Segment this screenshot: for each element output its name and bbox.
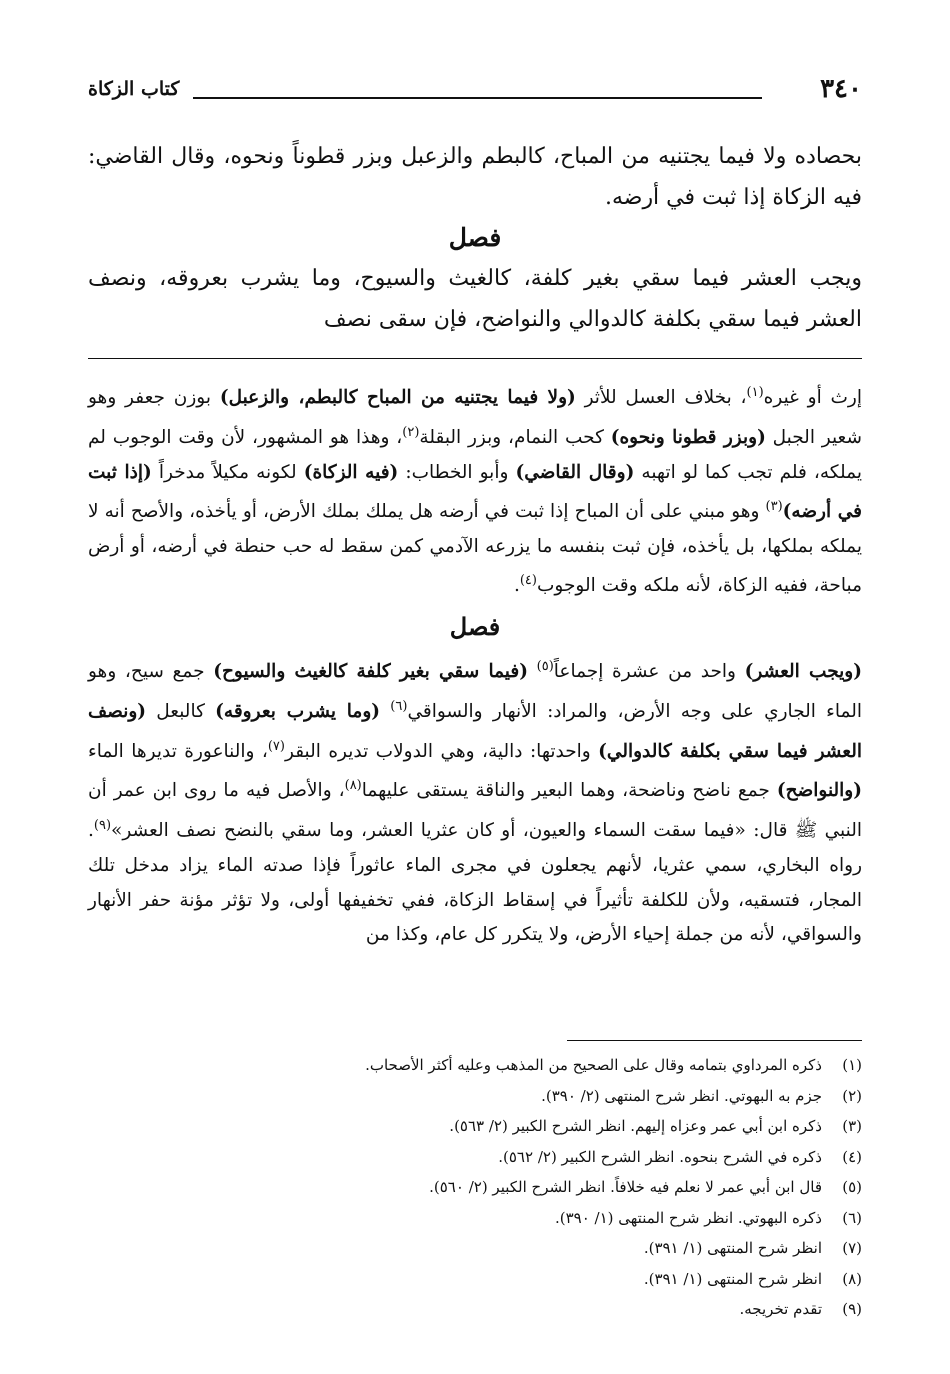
footnote-item xyxy=(88,1050,862,1081)
main-paragraph-2: ويجب العشر فيما سقي بغير كلفة، كالغيث والسيوح، وما يشرب بعروقه، ونصف العشر فيما سقي بكلفة كالدوالي والنواضح، فإن سقى نصف xyxy=(88,266,863,332)
footnote-marker: (٩) xyxy=(93,818,112,834)
quoted-matn-text: (ونصف العشر فيما سقي بكلفة كالدوالي) xyxy=(88,701,863,762)
commentary-text xyxy=(528,661,537,682)
commentary-section-heading: فصل xyxy=(449,612,501,642)
quoted-matn-text: (وبزر قطونا ونحوه) xyxy=(610,426,766,448)
footnote-marker: (٦) xyxy=(390,698,408,714)
quoted-matn-text: (فيه الزكاة) xyxy=(303,461,399,483)
footnote-number: (٣) xyxy=(842,1117,862,1135)
footnote-text: ذكره البهوتي. انظر شرح المنتهى (١/ ٣٩٠). xyxy=(554,1208,822,1227)
main-text-divider xyxy=(88,358,862,359)
footnote-number: (٧) xyxy=(842,1239,862,1257)
footnote-marker: (٥) xyxy=(536,659,554,675)
footnote-item xyxy=(88,1203,862,1234)
footnote-text: ذكره المرداوي بتمامه وقال على الصحيح من المذهب وعليه أكثر الأصحاب. xyxy=(365,1056,822,1074)
commentary-text: . رواه البخاري، سمي عثريا، لأنهم يجعلون في مجرى الماء عاثوراً فإذا صدته الماء يزاد مدخل تلك المجار، فتسقيه، ولأن للكلفة تأثيراً في إسقاط الزكاة، ففي تخفيفها أولى، ولا تؤثر مؤنة حفر الأنهار والسواقي، لأنه من جملة إحياء الأرض، ولا يتكرر كل عام، وكذا من xyxy=(88,820,862,946)
running-header xyxy=(88,74,862,108)
commentary-text: وأبو الخطاب: xyxy=(398,461,516,483)
footnotes xyxy=(88,1050,862,1325)
quoted-matn-text: (وقال القاضي) xyxy=(515,461,635,483)
commentary-text: واحدتها: دالية، وهي الدولاب تديره البقر xyxy=(284,740,599,762)
commentary-text: كالبعل xyxy=(146,701,216,723)
commentary-text: واحد من عشرة إجماعاً xyxy=(553,661,745,683)
book-page xyxy=(88,0,862,1374)
footnote-marker: (٣) xyxy=(765,499,783,515)
footnote-text: انظر شرح المنتهى (١/ ٣٩١). xyxy=(643,1269,822,1288)
footnote-marker: (٢) xyxy=(402,424,420,440)
page-number: ٣٤٠ xyxy=(820,74,862,104)
footnote-marker: (٧) xyxy=(267,738,285,754)
footnote-item xyxy=(88,1264,862,1295)
quoted-matn-text: (فيما سقي بغير كلفة كالغيث والسيوح) xyxy=(213,661,528,683)
commentary-text: كحب النمام، وبزر البقلة xyxy=(419,426,611,448)
footnote-number: (٦) xyxy=(842,1208,862,1227)
footnote-text: تقدم تخريجه. xyxy=(739,1300,822,1318)
quoted-matn-text: (ولا فيما يجتنيه من المباح كالبطم، والزعبل) xyxy=(219,387,576,409)
main-text xyxy=(88,136,862,340)
footnote-text: قال ابن أبي عمر لا نعلم فيه خلافاً. انظر الشرح الكبير (٢/ ٥٦٠). xyxy=(429,1178,822,1196)
footnote-item xyxy=(88,1294,862,1325)
footnote-item xyxy=(88,1142,862,1173)
section-heading: فصل xyxy=(448,223,502,252)
footnote-number: (١) xyxy=(842,1056,862,1074)
footnote-text: ذكره في الشرح بنحوه. انظر الشرح الكبير (٢/ ٥٦٢). xyxy=(498,1147,822,1166)
commentary-text: جمع ناضح وناضحة، وهما البعير والناقة يستقى عليهما xyxy=(361,780,777,802)
commentary-paragraph-1 xyxy=(88,376,862,604)
footnote-text: ذكره ابن أبي عمر وعزاه إليهم. انظر الشرح الكبير (٢/ ٥٦٣). xyxy=(449,1117,822,1135)
quoted-matn-text: (وما يشرب بعروقه) xyxy=(215,701,381,723)
footnote-item xyxy=(88,1233,862,1264)
footnote-number: (٢) xyxy=(842,1086,862,1105)
footnote-text: جزم به البهوتي. انظر شرح المنتهى (٢/ ٣٩٠). xyxy=(541,1086,822,1105)
footnote-item xyxy=(88,1081,862,1112)
footnote-item xyxy=(88,1111,862,1142)
book-title: كتاب الزكاة xyxy=(88,78,180,100)
footnote-marker: (١) xyxy=(746,385,764,400)
footnote-item xyxy=(88,1172,862,1203)
quoted-matn-text: (ويجب العشر) xyxy=(744,661,862,683)
footnote-number: (٩) xyxy=(842,1300,862,1318)
quoted-matn-text: (إذا ثبت في أرضه) xyxy=(88,461,862,523)
commentary-text: ، بخلاف العسل للأثر xyxy=(575,387,747,409)
commentary xyxy=(88,376,862,953)
commentary-text xyxy=(380,701,390,722)
commentary-text: جمع سيح، وهو الماء الجاري على وجه الأرض، والمراد: الأنهار والسواقي xyxy=(88,661,862,723)
commentary-text: . xyxy=(513,575,520,597)
commentary-text: ، والناعورة تديرها الماء xyxy=(88,740,268,762)
footnote-number: (٥) xyxy=(842,1178,862,1196)
footnote-number: (٨) xyxy=(842,1269,862,1288)
header-rule xyxy=(193,97,762,99)
commentary-text: وهو مبني على أن المباح إذا ثبت في أرضه هل يملك بملك الأرض، أو يأخذه، والأصح أنه لا يملكه بملكها، بل يأخذه، فإن ثبت بنفسه ما يزرعه الآدمي كمن سقط له حب حنطة في أرضه، أو أرض مباحة، ففيه الزكاة، لأنه ملكه وقت الوجوب xyxy=(88,501,862,597)
commentary-text: ، وهذا هو المشهور، لأن وقت الوجوب لم يملكه، فلم تجب كما لو اتهبه xyxy=(88,426,862,483)
commentary-text: ، والأصل فيه ما روى ابن عمر أن النبي ﷺ قال: «فيما سقت السماء والعيون، أو كان عثريا العشر، وما سقي بالنضح نصف العشر» xyxy=(88,780,862,842)
footnote-number: (٤) xyxy=(842,1147,862,1166)
footnote-marker: (٤) xyxy=(519,573,537,589)
commentary-paragraph-2 xyxy=(88,650,862,953)
footnote-marker: (٨) xyxy=(344,778,362,794)
quoted-matn-text: (والنواضح) xyxy=(776,780,862,802)
footnote-text: انظر شرح المنتهى (١/ ٣٩١). xyxy=(643,1239,822,1257)
footnote-divider xyxy=(567,1040,862,1041)
commentary-text: إرث أو غيره xyxy=(763,387,862,409)
commentary-text: بوزن جعفر وهو شعير الجبل xyxy=(88,387,862,448)
commentary-text: لكونه مكيلاً مدخراً xyxy=(151,461,304,483)
main-paragraph-1: بحصاده ولا فيما يجتنيه من المباح، كالبطم والزعبل وبزر قطوناً ونحوه، وقال القاضي: فيه الزكاة إذا ثبت في أرضه. xyxy=(88,144,862,210)
